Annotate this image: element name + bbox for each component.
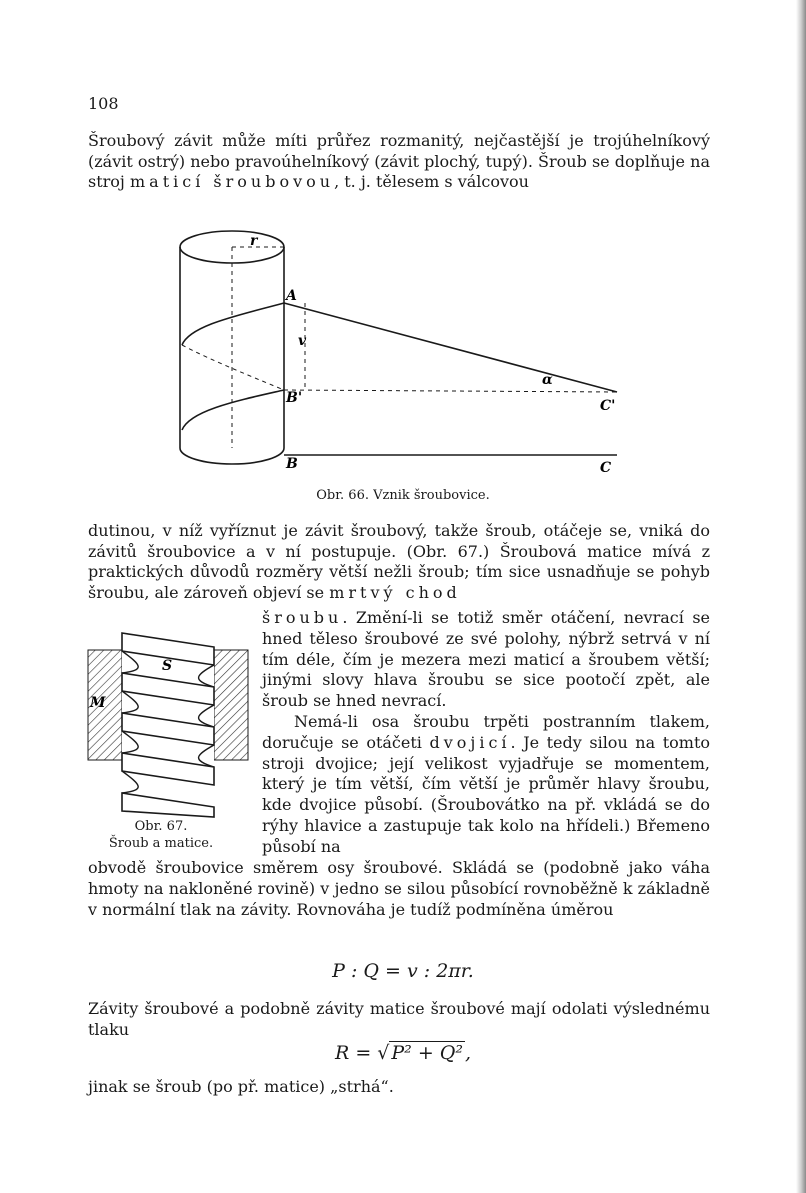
nut-right-section xyxy=(214,650,248,760)
formula-proportion: P : Q = v : 2πr. xyxy=(332,960,474,982)
term-mrtvy-chod: mrtvý chod xyxy=(329,582,461,602)
figure-67-caption-title: Šroub a matice. xyxy=(108,836,214,851)
paragraph-dutinou xyxy=(88,521,710,603)
paragraph-intro xyxy=(88,131,710,193)
figure-67-caption xyxy=(76,818,246,852)
page-number: 108 xyxy=(88,94,119,113)
formula-resultant xyxy=(0,1042,806,1064)
label-B: B xyxy=(286,456,298,472)
term-dvojici: dvojicí xyxy=(429,732,511,752)
helix-front-lower xyxy=(182,390,284,430)
wrap-text-b: Nemá-li osa šroubu trpěti postranním tlakem, doručuje se otáčeti xyxy=(262,711,710,752)
label-S: S xyxy=(162,658,173,674)
helix-back xyxy=(182,345,284,390)
label-B1: B' xyxy=(286,390,303,406)
label-C: C xyxy=(600,460,612,476)
cylinder-bottom-arc xyxy=(180,448,284,464)
paragraph-intro-text: Šroubový závit může míti průřez rozmanitý, nejčastější je trojúhelníkový (závit ostrý) nebo pravoúhelníkový (závit plochý, tupý). Šroub se doplňuje na stroj xyxy=(88,131,710,191)
hypotenuse-A-C1 xyxy=(284,303,617,392)
label-alpha: α xyxy=(542,372,553,388)
label-v: v xyxy=(298,333,307,349)
formula-resultant-radicand: P² + Q² xyxy=(391,1042,463,1064)
paragraph-bottom: obvodě šroubovice směrem osy šroubové. Skládá se (podobně jako váha hmoty na nakloněné rovině) v jedno se silou působící rovnoběžně k základně v normální tlak na závity. Rovnováha je tudíž podmíněna úměrou xyxy=(88,858,710,919)
base-B1-C1 xyxy=(284,390,617,392)
formula-resultant-end: , xyxy=(464,1042,472,1064)
label-C1: C' xyxy=(600,398,616,414)
figure-67-screw-and-nut xyxy=(86,625,251,820)
figure-67-caption-number: Obr. 67. xyxy=(134,819,188,834)
paragraph-last-line: jinak se šroub (po př. matice) „strhá“. xyxy=(88,1077,394,1096)
formula-resultant-lhs: R = xyxy=(334,1042,378,1064)
paragraph-intro-end: , t. j. tělesem s válcovou xyxy=(334,172,529,191)
term-matice-sroubova: maticí šroubovou xyxy=(129,172,335,191)
paragraph-zavity: Závity šroubové a podobně závity matice šroubové mají odolati výslednému tlaku xyxy=(88,999,710,1039)
paragraph-dutinou-text: dutinou, v níž vyříznut je závit šroubový, takže šroub, otáčeje se, vniká do závitů šroubovice a v ní postupuje. (Obr. 67.) Šroubová matice mívá z praktických důvodů rozměry větší nežli šroub; tím sice usnadňuje se pohyb šroubu, ale zároveň objeví se xyxy=(88,521,710,602)
wrap-text-a: . Změní-li se totiž směr otáčení, nevrací se hned těleso šroubové ze své polohy, nýbrž setrvá v ní tím déle, čím je mezera mezi maticí a šroubem větší; jinými slovy hlava šroubu se sice pootočí zpět, ale šroub se hned nevrací. xyxy=(262,608,710,711)
page-edge-shadow xyxy=(796,0,806,1193)
paragraph-wrap-column xyxy=(262,608,710,858)
helix-front-upper xyxy=(182,303,284,345)
figure-66-caption: Obr. 66. Vznik šroubovice. xyxy=(316,488,490,503)
label-M: M xyxy=(90,695,106,711)
radical-sign: √ xyxy=(377,1042,390,1064)
term-sroubu: šroubu xyxy=(262,608,343,627)
label-A: A xyxy=(286,288,297,304)
wrap-text-c: . Je tedy silou na tomto stroji dvojice; její velikost vyjadřuje se momentem, který je tím větší, čím větší je průměr hlavy šroubu, kde dvojice působí. (Šroubovátko na př. vkládá se do rýhy hlavice a zastupuje tak kolo na hřídeli.) Břemeno působí na xyxy=(262,732,711,856)
label-r: r xyxy=(250,233,258,249)
figure-66-helix-diagram xyxy=(170,220,640,485)
